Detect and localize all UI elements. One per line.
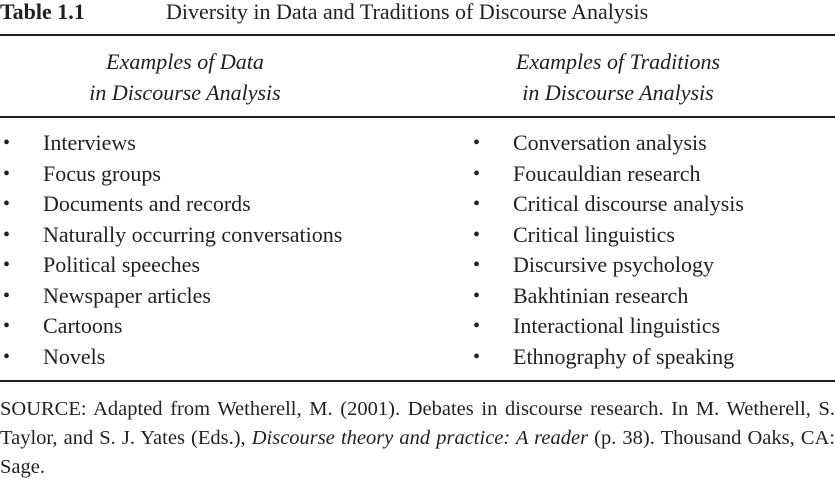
- list-item-text: Conversation analysis: [513, 130, 707, 155]
- bullet-icon: •: [473, 284, 481, 307]
- list-item: [0, 311, 342, 342]
- bullet-icon: •: [473, 193, 481, 215]
- bullet-icon: •: [473, 162, 481, 185]
- column-header-traditions: [433, 46, 803, 108]
- bullet-icon: •: [473, 223, 481, 246]
- list-item: [0, 128, 342, 159]
- bullet-icon: •: [3, 284, 11, 307]
- bullet-icon: •: [473, 254, 481, 276]
- data-examples-list: [0, 128, 342, 372]
- list-item-text: Foucauldian research: [513, 160, 701, 186]
- source-text-part2: (p. 38). Thousand Oaks, CA: Sage.: [0, 427, 835, 478]
- bullet-icon: •: [3, 193, 11, 215]
- list-item-text: Newspaper articles: [43, 282, 211, 308]
- list-item: [470, 220, 744, 251]
- list-item: [0, 220, 342, 251]
- list-item-text: Interactional linguistics: [513, 313, 721, 338]
- bullet-icon: •: [473, 345, 481, 368]
- list-item-text: Political speeches: [43, 252, 201, 277]
- list-item: [470, 189, 744, 220]
- list-item-text: Focus groups: [43, 160, 161, 186]
- table-caption: [0, 0, 648, 26]
- list-item-text: Cartoons: [43, 313, 123, 338]
- list-item: [470, 281, 744, 312]
- table-title: Diversity in Data and Traditions of Discourse Analysis: [166, 0, 649, 24]
- top-rule: [0, 34, 835, 36]
- list-item: [0, 342, 342, 373]
- bullet-icon: •: [3, 254, 11, 276]
- list-item: [470, 311, 744, 342]
- bullet-icon: •: [3, 315, 11, 337]
- column-header-traditions-line1: Examples of Traditions: [515, 49, 721, 74]
- bottom-rule: [0, 380, 835, 382]
- bullet-icon: •: [473, 315, 481, 337]
- list-item: [470, 159, 744, 190]
- list-item-text: Documents and records: [43, 191, 251, 216]
- list-item: [0, 159, 342, 190]
- list-item-text: Ethnography of speaking: [513, 343, 735, 369]
- bullet-icon: •: [473, 132, 481, 154]
- list-item-text: Novels: [43, 343, 106, 369]
- column-header-data-line1: Examples of Data: [106, 49, 264, 74]
- column-header-traditions-line2: in Discourse Analysis: [522, 80, 714, 105]
- list-item-text: Naturally occurring conversations: [43, 221, 343, 247]
- bullet-icon: •: [3, 132, 11, 154]
- bullet-icon: •: [3, 223, 11, 246]
- source-text-part1: SOURCE: Adapted from Wetherell, M. (2001). Debates in discourse research. In M. Wetherell, S. Taylor, and S. J. Yates (Eds.),: [0, 398, 835, 449]
- bullet-icon: •: [3, 162, 11, 185]
- list-item-text: Discursive psychology: [513, 252, 715, 277]
- list-item: [0, 189, 342, 220]
- source-book-title: Discourse theory and practice: A reader: [251, 427, 589, 449]
- list-item-text: Interviews: [43, 130, 136, 155]
- list-item: [470, 342, 744, 373]
- table-label: Table 1.1: [0, 0, 85, 24]
- list-item-text: Critical discourse analysis: [513, 191, 744, 216]
- column-header-data-line2: in Discourse Analysis: [89, 80, 281, 105]
- list-item-text: Critical linguistics: [513, 221, 675, 247]
- source-note: [0, 395, 835, 482]
- traditions-examples-list: [470, 128, 744, 372]
- list-item-text: Bakhtinian research: [513, 282, 689, 308]
- list-item: [470, 250, 744, 281]
- column-header-data: [0, 46, 370, 108]
- list-item: [0, 281, 342, 312]
- bullet-icon: •: [3, 345, 11, 368]
- list-item: [0, 250, 342, 281]
- list-item: [470, 128, 744, 159]
- header-rule: [0, 116, 835, 118]
